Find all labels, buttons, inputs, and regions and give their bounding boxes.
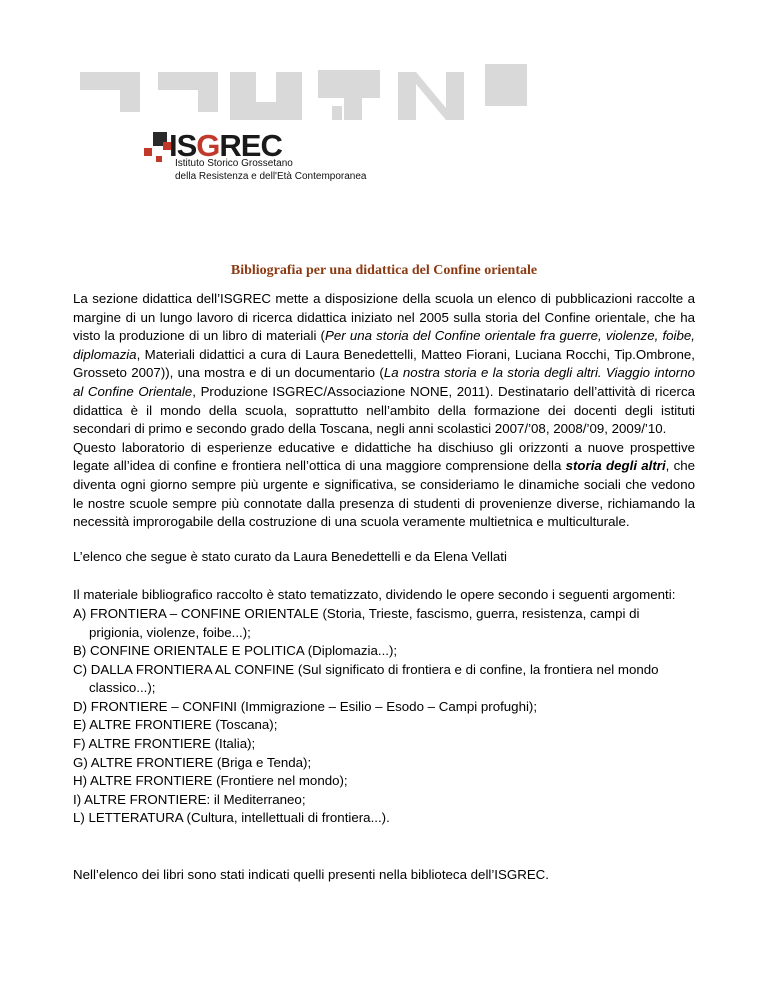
topic-item: C) DALLA FRONTIERA AL CONFINE (Sul significato di frontiera e di confine, la frontiera nel mondo classico...); [73, 661, 659, 696]
topic-item: I) ALTRE FRONTIERE: il Mediterraneo; [73, 791, 306, 807]
book-title: Per una storia del Confine orientale fra guerre, violenze, foibe, diplomazia [73, 328, 695, 362]
emphasis-storia-degli-altri: storia degli altri [565, 458, 666, 474]
topics-intro: Il materiale bibliografico raccolto è stato tematizzato, dividendo le opere secondo i seguenti argomenti: [73, 587, 676, 603]
document-body [73, 290, 695, 885]
document-title: Bibliografia per una didattica del Confine orientale [230, 263, 538, 278]
topic-item: F) ALTRE FRONTIERE (Italia); [73, 736, 256, 752]
topic-item: E) ALTRE FRONTIERE (Toscana); [73, 717, 278, 733]
lab-paragraph: Questo laboratorio di esperienze educative e didattiche ha dischiuso gli orizzonti a nuove prospettive legate all’idea di confine e frontiera nell’ottica di una maggiore comprensione della storia degli altri, che diventa ogni giorno sempre più urgente e significativa, se consideriamo le dinamiche sociali che vedono le nostre scuole sempre più connotate dalla presenza di studenti di provenienze diverse, richiamando la necessità improrogabile della costruzione di una scuola veramente multietnica e multiculturale. [73, 439, 696, 530]
intro-paragraph: La sezione didattica dell’ISGREC mette a disposizione della scuola un elenco di pubblicazioni raccolte a margine di un lungo lavoro di ricerca didattica iniziato nel 2005 sulla storia del Confine orientale, che ha visto la produzione di un libro di materiali (Per una storia del Confine orientale fra guerre, violenze, foibe, diplomazia, Materiali didattici a cura di Laura Benedettelli, Matteo Fiorani, Luciana Rocchi, Tip.Ombrone, Grosseto 2007)), una mostra e di un documentario (La nostra storia e la storia degli altri. Viaggio intorno al Confine Orientale, Produzione ISGREC/Associazione NONE, 2011). Destinatario dell’attività di ricerca didattica è il mondo della scuola, soprattutto nell’ambito della formazione dei docenti degli istituti secondari di primo e secondo grado della Toscana, negli anni scolastici 2007/’08, 2008/’09, 2009/’10. [73, 291, 695, 437]
topic-item: H) ALTRE FRONTIERE (Frontiere nel mondo); [73, 773, 348, 789]
logo-wordmark: ISGREC [169, 128, 282, 163]
logo-subtitle-line2: della Resistenza e dell'Età Contemporanea [175, 171, 367, 182]
logo-subtitle [175, 157, 366, 183]
topic-item: L) LETTERATURA (Cultura, intellettuali di frontiera...). [73, 810, 390, 826]
curated-by: L’elenco che segue è stato curato da Laura Benedettelli e da Elena Vellati [73, 548, 507, 564]
topic-item: B) CONFINE ORIENTALE E POLITICA (Diplomazia...); [73, 643, 398, 659]
documentary-title: La nostra storia e la storia degli altri. Viaggio intorno al Confine Orientale [73, 365, 695, 399]
logo-subtitle-line1: Istituto Storico Grossetano [175, 158, 293, 169]
topics-list [73, 605, 695, 828]
topic-item: A) FRONTIERA – CONFINE ORIENTALE (Storia, Trieste, fascismo, guerra, resistenza, campi di prigionia, violenze, foibe...); [73, 605, 640, 640]
topic-item: D) FRONTIERE – CONFINI (Immigrazione – Esilio – Esodo – Campi profughi); [73, 698, 538, 714]
closing-note: Nell’elenco dei libri sono stati indicati quelli presenti nella biblioteca dell’ISGREC. [73, 867, 549, 883]
topic-item: G) ALTRE FRONTIERE (Briga e Tenda); [73, 754, 312, 770]
